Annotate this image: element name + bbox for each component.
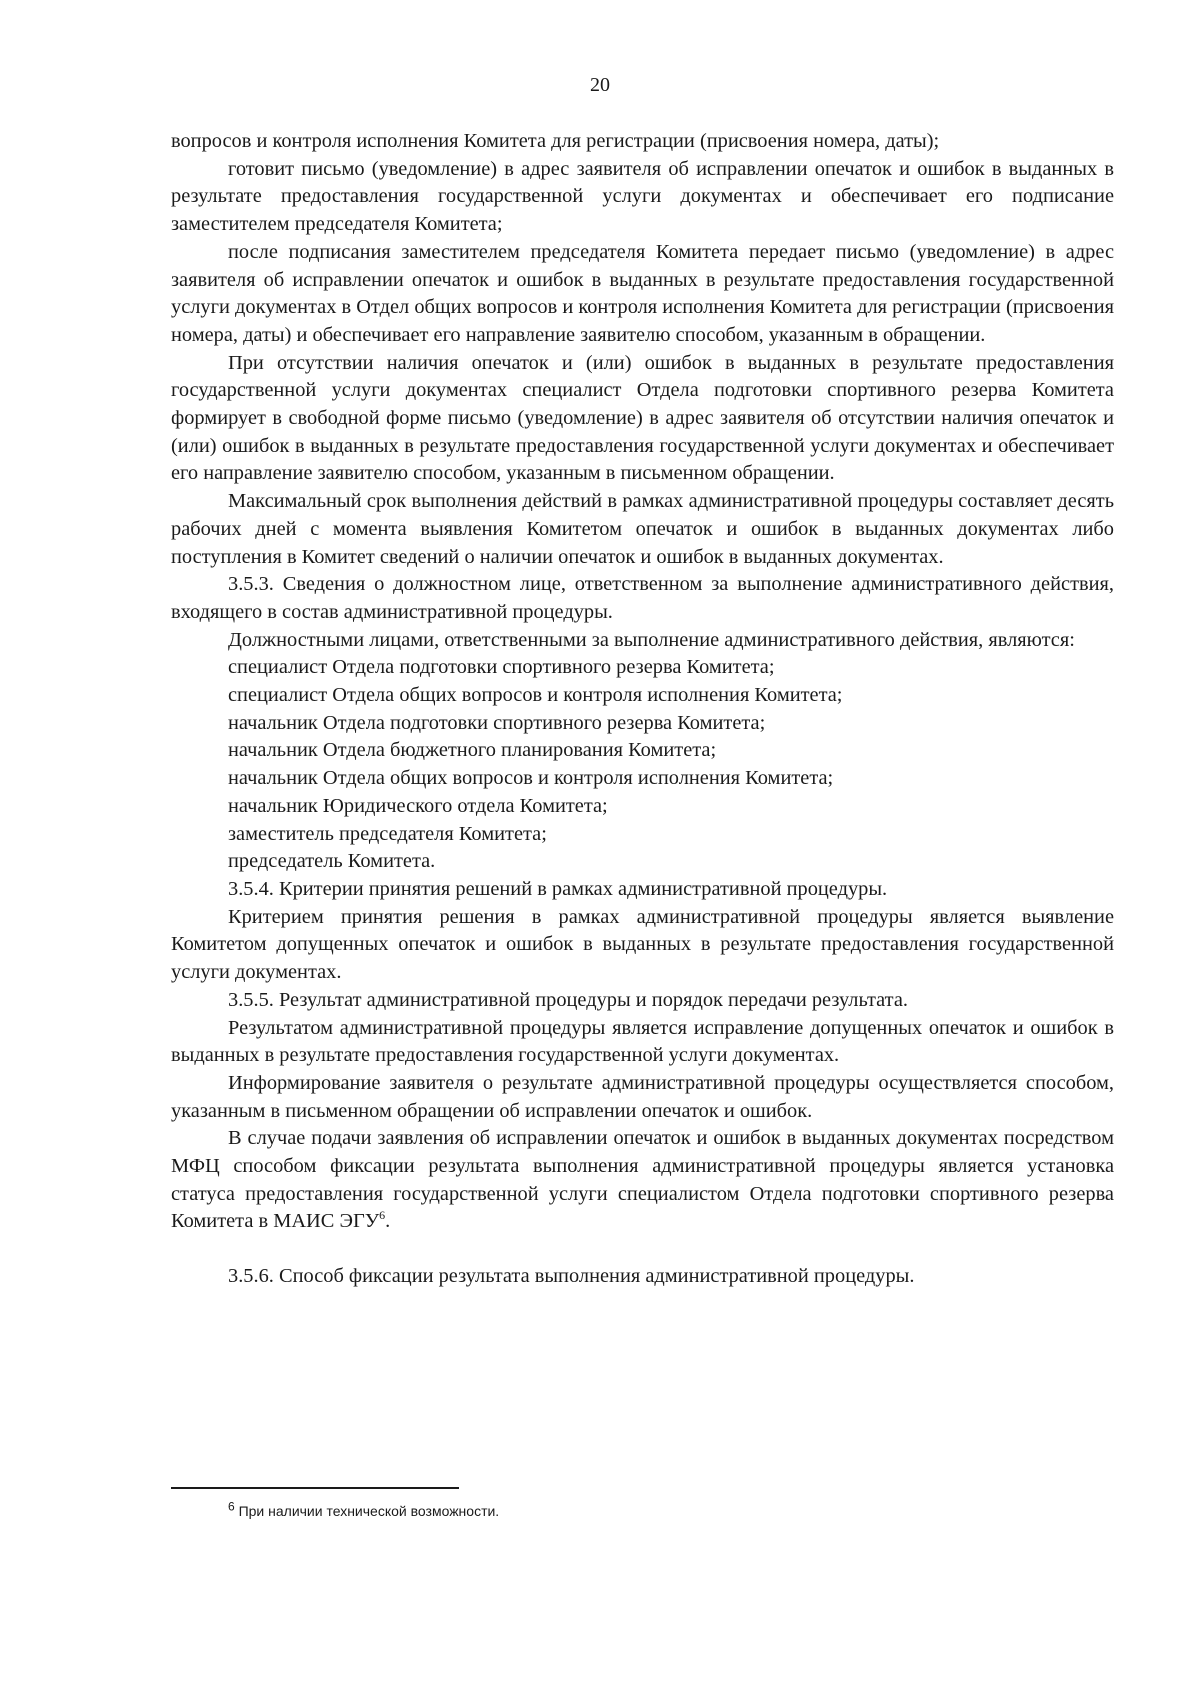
section-heading-3-5-3: 3.5.3. Сведения о должностном лице, ответственном за выполнение административного действия, входящего в состав административной процедуры. [171,573,1114,623]
list-item: специалист Отдела общих вопросов и контроля исполнения Комитета; [228,684,843,707]
footnote [228,1499,500,1519]
footnote-mark: 6 [228,1499,235,1514]
paragraph: Максимальный срок выполнения действий в рамках административной процедуры составляет десять рабочих дней с момента выявления Комитетом опечаток и ошибок в выданных документах либо поступления в Комитет сведений о наличии опечаток и ошибок в выданных документах. [171,490,1114,568]
list-item: председатель Комитета. [228,850,436,873]
list-item: заместитель председателя Комитета; [228,822,547,845]
paragraph-with-footnote [171,1125,1114,1236]
paragraph: готовит письмо (уведомление) в адрес заявителя об исправлении опечаток и ошибок в выданных в результате предоставления государственной услуги документах и обеспечивает его подписание заместителем председателя Комитета; [171,157,1114,236]
paragraph-tail: . [385,1210,391,1233]
page-number: 20 [590,74,610,96]
list-item: начальник Отдела общих вопросов и контроля исполнения Комитета; [228,767,834,790]
footnote-reference[interactable]: 6 [379,1208,386,1223]
list-item: начальник Отдела подготовки спортивного резерва Комитета; [228,711,766,734]
paragraph: Результатом административной процедуры является исправление допущенных опечаток и ошибок в выданных в результате предоставления государственной услуги документах. [171,1016,1114,1067]
paragraph: При отсутствии наличия опечаток и (или) ошибок в выданных в результате предоставления государственной услуги документах специалист Отдела подготовки спортивного резерва Комитета формирует в свободной форме письмо (уведомление) в адрес заявителя об отсутствии наличия опечаток и (или) ошибок в выданных в результате предоставления государственной услуги документах и обеспечивает его направление заявителю способом, указанным в письменном обращении. [171,351,1114,485]
list-item: специалист Отдела подготовки спортивного резерва Комитета; [228,656,775,679]
paragraph: Критерием принятия решения в рамках административной процедуры является выявление Комитетом допущенных опечаток и ошибок в выданных в результате предоставления государственной услуги документах. [171,905,1114,984]
footnote-divider [171,1487,459,1489]
section-heading-3-5-5: 3.5.5. Результат административной процедуры и порядок передачи результата. [228,988,908,1011]
paragraph-continuation: вопросов и контроля исполнения Комитета для регистрации (присвоения номера, даты); [171,130,940,152]
list-item: начальник Отдела бюджетного планирования Комитета; [228,739,717,762]
paragraph: после подписания заместителем председателя Комитета передает письмо (уведомление) в адрес заявителя об исправлении опечаток и ошибок в выданных в результате предоставления государственной услуги документах в Отдел общих вопросов и контроля исполнения Комитета для регистрации (присвоения номера, даты) и обеспечивает его направление заявителю способом, указанным в обращении. [171,240,1114,346]
section-heading-3-5-6: 3.5.6. Способ фиксации результата выполнения административной процедуры. [228,1265,915,1288]
paragraph: Информирование заявителя о результате административной процедуры осуществляется способом, указанным в письменном обращении об исправлении опечаток и ошибок. [171,1071,1114,1122]
footnote-text: При наличии технической возможности. [234,1503,500,1519]
list-item: начальник Юридического отдела Комитета; [228,794,608,817]
document-body [171,128,1114,1291]
section-heading-3-5-4: 3.5.4. Критерии принятия решений в рамках административной процедуры. [228,877,888,900]
paragraph: Должностными лицами, ответственными за выполнение административного действия, являются: [228,628,1075,651]
paragraph-text: В случае подачи заявления об исправлении опечаток и ошибок в выданных документах посредством МФЦ способом фиксации результата выполнения административной процедуры является установка статуса предоставления государственной услуги специалистом Отдела подготовки спортивного резерва Комитета в МАИС ЭГУ [171,1127,1114,1233]
